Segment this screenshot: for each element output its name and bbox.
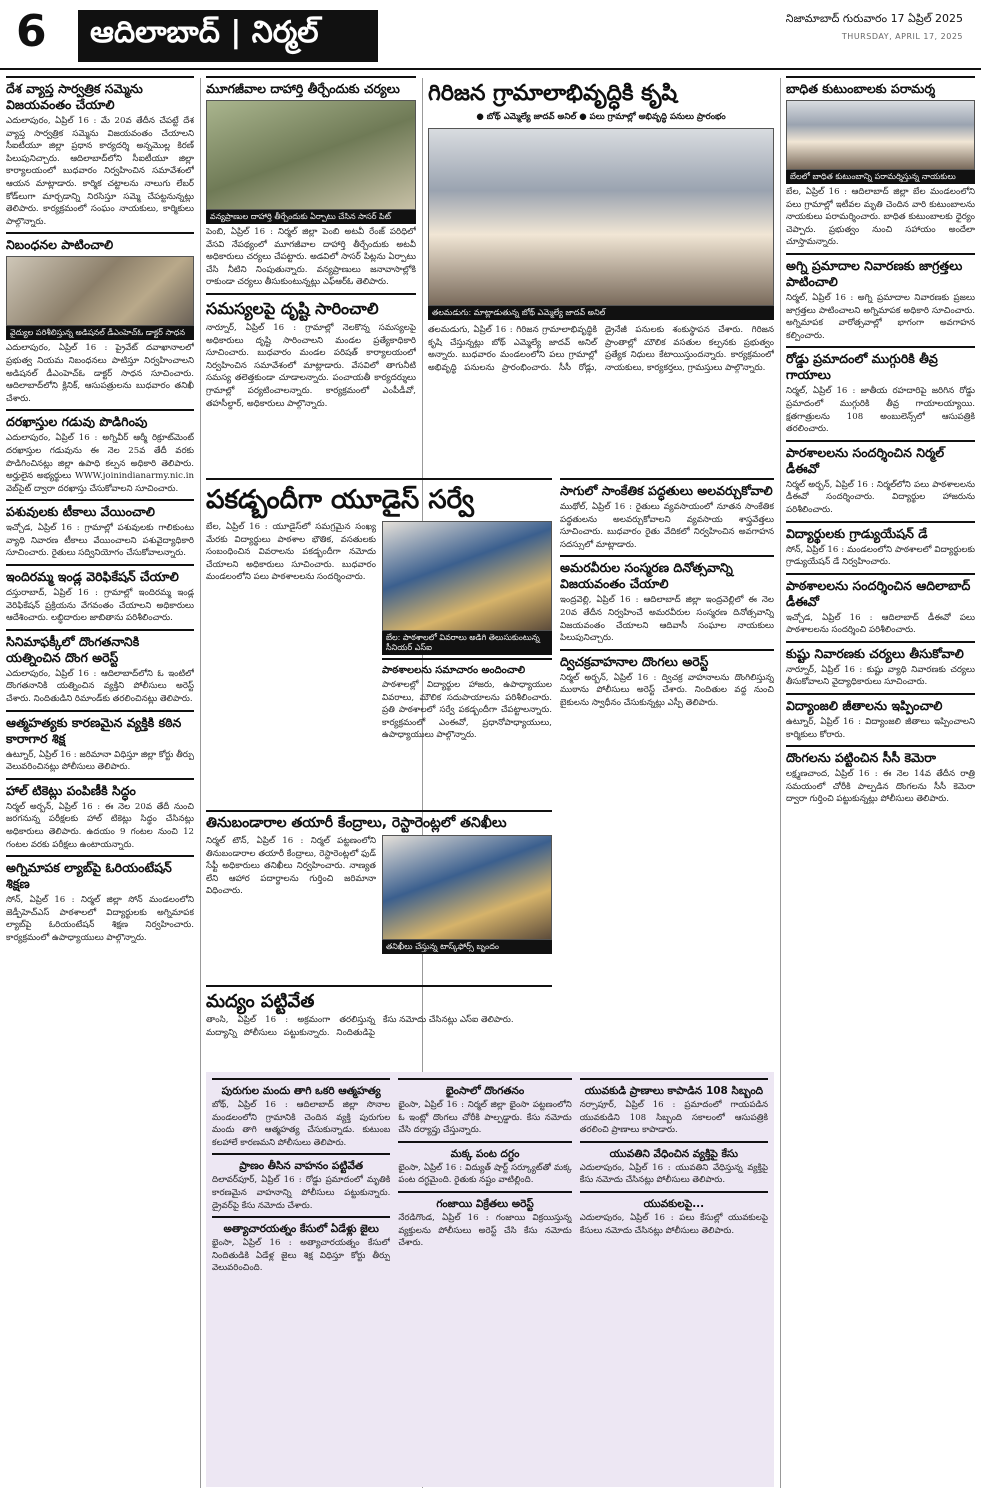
mid-story-1 xyxy=(560,555,774,644)
col4-headline-2: రోడ్డు ప్రమాదంలో ముగ్గురికి తీవ్ర గాయాలు xyxy=(786,346,975,383)
box-body-1: దిలావర్‌పూర్, ఏప్రిల్ 16 : రోడ్డు ప్రమాదంలో మృతికి కారణమైన వాహనాన్ని పోలీసులు పట్టుకున్నారు. డ్రైవర్‌పై కేసు నమోదు చేశారు. xyxy=(212,1175,391,1211)
lead-subhead: ● బోథ్ ఎమ్మెల్యే జాదవ్ అనిల్ ● పలు గ్రామాల్లో అభివృద్ధి పనులు ప్రారంభం xyxy=(476,112,726,122)
col1-story-3 xyxy=(6,499,194,560)
col1-caption-1: వైద్యుల పరిశీలిస్తున్న అడిషనల్ డీఎంహెచ్‌ఓ డాక్టర్ సాధన xyxy=(6,326,194,340)
col1-body-8: సోన్, ఏప్రిల్ 16 : నిర్మల్ జిల్లా సోన్ మండలంలోని జెడ్పీహెచ్ఎస్ పాఠశాలలో విద్యార్థులకు అగ్నిమాపక ల్యాబ్‌పై ఓరియంటేషన్ శిక్షణ నిర్వహించారు. కార్యక్రమంలో ఉపాధ్యాయులు పాల్గొన్నారు. xyxy=(6,895,194,943)
col4-body-3: నిర్మల్ అర్బన్, ఏప్రిల్ 16 : నిర్మల్‌లోని పలు పాఠశాలలను డీఈవో సందర్శించారు. విద్యార్థుల హాజరును పరిశీలించారు. xyxy=(786,479,975,515)
col4-body-1: నిర్మల్, ఏప్రిల్ 16 : అగ్ని ప్రమాదాల నివారణకు ప్రజలు జాగ్రత్తలు పాటించాలని అగ్నిమాపక అధికారి సూచించారు. అగ్నిమాపక వారోత్సవాల్లో భాగంగా అవగాహన కల్పించారు. xyxy=(786,292,975,341)
section-title: ఆదిలాబాద్ | నిర్మల్ xyxy=(78,10,378,62)
col4-story-3 xyxy=(786,440,975,517)
col4-headline-8: దొంగలను పట్టించిన సీసీ కెమెరా xyxy=(786,745,975,766)
col4-headline-6: కుష్టు నివారణకు చర్యలు తీసుకోవాలి xyxy=(786,641,975,662)
udise-photo-caption: బేల: పాఠశాలలో వివరాలు అడిగి తెలుసుకుంటున్న సీనియర్ ఎస్‌ఐ xyxy=(382,631,552,655)
udise-story xyxy=(206,478,552,808)
col1-body-3: ఇచ్చోడ, ఏప్రిల్ 16 : గ్రామాల్లో పశువులకు గాలికుంటు వ్యాధి నివారణ టీకాలు వేయించాలని పశువైద్యాధికారి సూచించారు. రైతులు సద్వినియోగం చేసుకోవాలన్నారు. xyxy=(6,523,194,559)
col2-photo-0 xyxy=(206,100,416,210)
food-safety-story xyxy=(206,810,552,980)
udise-headline: పకడ్బందీగా యూడైస్ సర్వే xyxy=(206,478,552,517)
food-safety-caption: తనిఖీలు చేస్తున్న టాస్క్‌ఫోర్స్ బృందం xyxy=(382,940,552,954)
col1-story-5 xyxy=(6,629,194,706)
col1-headline-3: పశువులకు టీకాలు వేయించాలి xyxy=(6,499,194,520)
box-headline-3: భైంసాలో దొంగతనం xyxy=(398,1078,571,1099)
lead-photo xyxy=(428,128,774,306)
col1-headline-2: దరఖాస్తుల గడువు పొడిగింపు xyxy=(6,409,194,430)
udise-body-2: పాఠశాలల్లో విద్యార్థుల హాజరు, ఉపాధ్యాయుల వివరాలు, మౌలిక సదుపాయాలను పరిశీలించారు. ప్రతి పాఠశాలలో సర్వే పకడ్బందీగా చేపట్టాలన్నారు. కార్యక్రమంలో ఎంఈవో, ప్రధానోపాధ్యాయులు, ఉపాధ్యాయులు పాల్గొన్నారు. xyxy=(382,680,552,741)
col2-caption-0: వన్యప్రాణుల దాహార్తి తీర్చేందుకు ఏర్పాటు చేసిన సాసర్ పిట్ xyxy=(206,210,416,224)
box-body-6: నర్సాపూర్, ఏప్రిల్ 16 : ప్రమాదంలో గాయపడిన యువకుడిని 108 సిబ్బంది సకాలంలో ఆసుపత్రికి తరలించి ప్రాణాలు కాపాడారు. xyxy=(579,1100,768,1136)
liquor-story xyxy=(206,985,552,1070)
col1-body-7: నిర్మల్ అర్బన్, ఏప్రిల్ 16 : ఈ నెల 20వ తేదీ నుంచి జరగనున్న పరీక్షలకు హాల్ టికెట్లు సిద్ధం చేసినట్లు అధికారులు తెలిపారు. ఉదయం 9 గంటల నుంచి 12 గంటల వరకు పరీక్షలు ఉంటాయన్నారు. xyxy=(6,801,194,850)
col4-headline-0: బాధిత కుటుంబాలకు పరామర్శ xyxy=(786,76,975,97)
col4-body-5: ఇచ్చోడ, ఏప్రిల్ 16 : ఆదిలాబాద్ డీఈవో పలు పాఠశాలలను సందర్శించి పరిశీలించారు. xyxy=(786,612,975,636)
box-story-8 xyxy=(580,1191,768,1237)
liquor-headline: మద్యం పట్టివేత xyxy=(206,985,552,1014)
col4-headline-4: విద్యార్థులకు గ్రాడ్యుయేషన్ డే xyxy=(786,521,975,542)
crime-news-box xyxy=(206,1072,774,1487)
col4-body-6: నార్నూర్, ఏప్రిల్ 16 : కుష్టు వ్యాధి నివారణకు చర్యలు తీసుకోవాలని వైద్యాధికారులు సూచించారు. xyxy=(786,664,975,688)
col1-story-6 xyxy=(6,710,194,774)
mid-story-0 xyxy=(560,478,774,551)
col4-photo-0 xyxy=(786,100,975,170)
col4-story-8 xyxy=(786,745,975,806)
col2-body-1: నార్నూర్, ఏప్రిల్ 16 : గ్రామాల్లో నెలకొన్న సమస్యలపై అధికారులు దృష్టి సారించాలని మండల ప్రత్యేకాధికారి సూచించారు. బుధవారం మండల పరిషత్ కార్యాలయంలో నిర్వహించిన సమావేశంలో మాట్లాడారు. వేసవిలో తాగునీటి సమస్య తలెత్తకుండా చూడాలన్నారు. పంచాయతీ కార్యదర్శులు గ్రామాల్లో పర్యటించాలన్నారు. కార్యక్రమంలో ఎంపీడీవో, తహసీల్దార్, అధికారులు పాల్గొన్నారు. xyxy=(206,322,416,409)
box-story-7 xyxy=(580,1141,768,1187)
col2-story-0 xyxy=(206,76,416,289)
col4-body-2: నిర్మల్, ఏప్రిల్ 16 : జాతీయ రహదారిపై జరిగిన రోడ్డు ప్రమాదంలో ముగ్గురికి తీవ్ర గాయాలయ్యాయి. క్షతగాత్రులను 108 అంబులెన్స్‌లో ఆసుపత్రికి తరలించారు. xyxy=(786,386,975,435)
box-headline-5: గంజాయి విక్రేతలు అరెస్ట్ xyxy=(398,1191,571,1212)
mid-body-1: ఇంద్రవెల్లి, ఏప్రిల్ 16 : ఆదిలాబాద్ జిల్లా ఇంద్రవెల్లిలో ఈ నెల 20వ తేదీన నిర్వహించే అమరవీరుల సంస్మరణ దినోత్సవాన్ని విజయవంతం చేయాలని ఆదివాసీ సంఘాల నాయకులు పిలుపునిచ్చారు. xyxy=(560,595,774,644)
box-story-4 xyxy=(398,1141,571,1187)
col1-body-5: ఎదులాపురం, ఏప్రిల్ 16 : ఆదిలాబాద్‌లోని ఓ ఇంటిలో దొంగతనానికి యత్నించిన వ్యక్తిని పోలీసులు అరెస్ట్ చేశారు. నిందితుడిని రిమాండ్‌కు తరలించినట్లు తెలిపారు. xyxy=(6,668,194,705)
col1-body-4: దస్తురాబాద్, ఏప్రిల్ 16 : గ్రామాల్లో ఇందిరమ్మ ఇండ్ల వెరిఫికేషన్ ప్రక్రియను వేగవంతం చేయాలని అధికారులు ఆదేశించారు. లబ్ధిదారుల జాబితాను పరిశీలించారు. xyxy=(6,588,194,624)
food-safety-headline: తినుబండారాల తయారీ కేంద్రాలు, రెస్టారెంట్లలో తనిఖీలు xyxy=(206,810,552,831)
food-safety-body: నిర్మల్ టౌన్, ఏప్రిల్ 16 : నిర్మల్ పట్టణంలోని తినుబండారాల తయారీ కేంద్రాలు, రెస్టారెంట్లలో ఫుడ్ సేఫ్టీ అధికారులు తనిఖీలు నిర్వహించారు. నాణ్యత లేని ఆహార పదార్థాలను గుర్తించి జరిమానా విధించారు. xyxy=(206,836,376,897)
col4-body-0: బేల, ఏప్రిల్ 16 : ఆదిలాబాద్ జిల్లా బేల మండలంలోని పలు గ్రామాల్లో ఇటీవల మృతి చెందిన వారి కుటుంబాలను నాయకులు పరామర్శించారు. బాధిత కుటుంబాలకు ధైర్యం చెప్పారు. ప్రభుత్వం నుంచి సహాయం అందేలా చూస్తామన్నారు. xyxy=(786,187,975,248)
box-headline-7: యువతిని వేధించిన వ్యక్తిపై కేసు xyxy=(580,1141,768,1162)
lead-photo-caption: తలమడుగు: మాట్లాడుతున్న బోథ్ ఎమ్మెల్యే జాదవ్ అనిల్ xyxy=(428,306,774,320)
box-story-5 xyxy=(398,1191,571,1250)
col2-body-0: పెంబి, ఏప్రిల్ 16 : నిర్మల్ జిల్లా పెంబి అటవీ రేంజ్ పరిధిలో వేసవి నేపథ్యంలో మూగజీవాల దాహార్తి తీర్చేందుకు అటవీ అధికారులు చర్యలు చేపట్టారు. అడవిలో సాసర్ పిట్లను ఏర్పాటు చేసి నీటిని నింపుతున్నారు. వన్యప్రాణులు జనావాసాల్లోకి రాకుండా చర్యలు తీసుకుంటున్నట్లు ఎఫ్ఆర్‌ఓ తెలిపారు. xyxy=(206,227,416,288)
col1-story-2 xyxy=(6,409,194,495)
box-body-2: భైంసా, ఏప్రిల్ 16 : అత్యాచారయత్నం కేసులో నిందితుడికి ఏడేళ్ల జైలు శిక్ష విధిస్తూ కోర్టు తీర్పు వెలువరించింది. xyxy=(212,1238,391,1274)
col1-headline-6: ఆత్మహత్యకు కారణమైన వ్యక్తికి కఠిన కారాగార శిక్ష xyxy=(6,710,194,747)
box-headline-8: యువకులపై... xyxy=(580,1191,768,1212)
col2-headline-1: సమస్యలపై దృష్టి సారించాలి xyxy=(206,293,416,320)
col4-story-5 xyxy=(786,573,975,637)
col2-headline-0: మూగజీవాల దాహార్తి తీర్చేందుకు చర్యలు xyxy=(206,76,416,97)
col1-body-6: ఉట్నూర్, ఏప్రిల్ 16 : జరిమానా విధిస్తూ జిల్లా కోర్టు తీర్పు వెలువరించినట్లు పోలీసులు తెలిపారు. xyxy=(6,749,194,773)
mid-body-2: నిర్మల్ అర్బన్, ఏప్రిల్ 16 : ద్విచక్ర వాహనాలను దొంగిలిస్తున్న ముఠాను పోలీసులు అరెస్ట్ చేశారు. నిందితుల వద్ద నుంచి బైకులను స్వాధీనం చేసుకున్నట్లు ఎస్పీ తెలిపారు. xyxy=(560,672,774,708)
mid-headline-2: ద్విచక్రవాహనాల దొంగలు అరెస్ట్ xyxy=(560,649,774,670)
column-right xyxy=(786,76,975,1490)
column-mid-right xyxy=(560,478,774,1098)
col4-headline-7: విద్యాంజలి జీతాలను ఇప్పించాలి xyxy=(786,693,975,714)
col4-story-2 xyxy=(786,346,975,435)
masthead xyxy=(0,0,981,70)
col1-body-2: ఎదులాపురం, ఏప్రిల్ 16 : అగ్నివీర్ ఆర్మీ రిక్రూట్‌మెంట్ దరఖాస్తుల గడువును ఈ నెల 25వ తేదీ వరకు పొడిగించినట్లు జిల్లా ఉపాధి కల్పన అధికారి తెలిపారు. అర్హులైన అభ్యర్థులు WWW.joinindianarmy.nic.in వెబ్‌సైట్ ద్వారా దరఖాస్తు చేసుకోవాలని సూచించారు. xyxy=(6,433,194,494)
col4-story-0 xyxy=(786,76,975,249)
box-headline-4: మక్క పంట దగ్ధం xyxy=(398,1141,571,1162)
box-body-5: నేరడిగొండ, ఏప్రిల్ 16 : గంజాయి విక్రయిస్తున్న వ్యక్తులను పోలీసులు అరెస్ట్ చేసి కేసు నమోదు చేశారు. xyxy=(398,1212,572,1249)
col1-headline-5: సినిమాఫక్కీలో దొంగతనానికి యత్నించిన దొంగ అరెస్ట్ xyxy=(6,629,194,666)
col4-headline-3: పారశాలలను సందర్శించిన నిర్మల్ డీఈవో xyxy=(786,440,975,477)
col1-headline-0: దేశ వ్యాప్త సార్వత్రిక సమ్మెను విజయవంతం చేయాలి xyxy=(6,76,194,113)
column-two xyxy=(206,76,416,476)
col1-story-8 xyxy=(6,855,194,944)
col1-body-0: ఎదులాపురం, ఏప్రిల్ 16 : మే 20వ తేదీన చేపట్టే దేశ వ్యాప్త సార్వత్రిక సమ్మెను విజయవంతం చేయాలని సీఐటీయూ జిల్లా ప్రధాన కార్యదర్శి అన్నమొల్ల కిరణ్ పిలుపునిచ్చారు. ఆదిలాబాద్‌లోని సీఐటీయూ జిల్లా కార్యాలయంలో బుధవారం నిర్వహించిన సమావేశంలో ఆయన మాట్లాడారు. కార్మిక చట్టాలను నాలుగు లేబర్ కోడ్‌లుగా మార్చడాన్ని నిరసిస్తూ సమ్మె చేపట్టనున్నట్లు తెలిపారు. కార్యక్రమంలో సంఘం నాయకులు, కార్మికులు పాల్గొన్నారు. xyxy=(6,116,194,227)
box-headline-2: అత్యాచారయత్నం కేసులో ఏడేళ్లు జైలు xyxy=(212,1216,390,1237)
col1-story-1 xyxy=(6,232,194,405)
box-headline-1: ప్రాణం తీసిన వాహనం పట్టివేత xyxy=(212,1153,390,1174)
box-story-3 xyxy=(398,1078,571,1137)
mid-headline-0: సాగులో సాంకేతిక పద్ధతులు అలవర్చుకోవాలి xyxy=(560,478,774,499)
box-story-0 xyxy=(212,1078,390,1149)
udise-photo xyxy=(382,521,552,631)
date-english: THURSDAY, APRIL 17, 2025 xyxy=(841,32,963,41)
col4-headline-1: అగ్ని ప్రమాదాల నివారణకు జాగ్రత్తలు పాటించాలి xyxy=(786,253,975,290)
col1-story-0 xyxy=(6,76,194,228)
col1-story-7 xyxy=(6,778,194,851)
box-headline-0: పురుగుల మందు తాగి ఒకరి ఆత్మహత్య xyxy=(212,1078,390,1099)
col4-story-4 xyxy=(786,521,975,569)
col4-story-7 xyxy=(786,693,975,741)
col1-headline-4: ఇందిరమ్మ ఇండ్ల వెరిఫికేషన్ చేయాలి xyxy=(6,564,194,585)
col4-body-7: ఉట్నూర్, ఏప్రిల్ 16 : విద్యాంజలి జీతాలు ఇప్పించాలని కార్మికులు కోరారు. xyxy=(786,717,975,740)
col1-photo-1 xyxy=(6,256,194,326)
udise-subhead: పాఠశాలలను సమాచారం అందించాలి xyxy=(382,658,552,679)
box-body-4: భైంసా, ఏప్రిల్ 16 : విద్యుత్ షార్ట్ సర్క్యూట్‌తో మక్క పంట దగ్ధమైంది. రైతుకు నష్టం వాటిల్లింది. xyxy=(398,1162,572,1186)
col4-body-4: సోన్, ఏప్రిల్ 16 : మండలంలోని పాఠశాలలో విద్యార్థులకు గ్రాడ్యుయేషన్ డే నిర్వహించారు. xyxy=(786,544,975,568)
box-headline-6: యువకుడి ప్రాణాలు కాపాడిన 108 సిబ్బంది xyxy=(580,1078,768,1099)
col2-story-1 xyxy=(206,293,416,410)
mid-story-2 xyxy=(560,649,774,710)
col1-headline-1: నిబంధనల పాటించాలి xyxy=(6,232,194,253)
page-number: 6 xyxy=(16,6,47,57)
column-left xyxy=(6,76,194,1490)
box-story-1 xyxy=(212,1153,390,1212)
date-telugu: నిజామాబాద్ గురువారం 17 ఏప్రిల్ 2025 xyxy=(785,12,963,25)
box-body-7: ఎదులాపురం, ఏప్రిల్ 16 : యువతిని వేధిస్తున్న వ్యక్తిపై కేసు నమోదు చేసినట్లు పోలీసులు తెలిపారు. xyxy=(579,1162,768,1186)
food-safety-photo xyxy=(382,835,552,940)
col4-story-1 xyxy=(786,253,975,342)
col1-headline-7: హాల్ టికెట్లు పంపిణీకి సిద్ధం xyxy=(6,778,194,799)
col1-headline-8: అగ్నిమాపక ల్యాబ్‌పై ఓరియంటేషన్ శిక్షణ xyxy=(6,855,194,892)
dateline xyxy=(786,12,963,41)
box-story-6 xyxy=(580,1078,768,1137)
col1-body-1: ఎదులాపురం, ఏప్రిల్ 16 : ప్రైవేట్ దవాఖానాలలో ప్రభుత్వ నియమ నిబంధనలు పాటిస్తూ నిర్వహించాలని అడిషనల్ డీఎంహెచ్‌ఓ డాక్టర్ సాధన సూచించారు. ఆదిలాబాద్‌లోని క్లినిక్, ఆసుపత్రులను బుధవారం తనిఖీ చేశారు. xyxy=(6,343,194,404)
box-body-3: భైంసా, ఏప్రిల్ 16 : నిర్మల్ జిల్లా భైంసా పట్టణంలోని ఓ ఇంట్లో దొంగలు చోరీకి పాల్పడ్డారు. కేసు నమోదు చేసి దర్యాప్తు చేస్తున్నారు. xyxy=(398,1100,572,1136)
box-body-8: ఎదులాపురం, ఏప్రిల్ 16 : పలు కేసుల్లో యువకులపై కేసులు నమోదు చేసినట్లు పోలీసులు తెలిపారు. xyxy=(579,1212,768,1236)
lead-headline: గిరిజన గ్రామాలాభివృద్ధికి కృషి xyxy=(428,81,678,106)
column-lead-story xyxy=(428,76,774,476)
mid-body-0: ముథోల్, ఏప్రిల్ 16 : రైతులు వ్యవసాయంలో నూతన సాంకేతిక పద్ధతులను అలవర్చుకోవాలని వ్యవసాయ శాస్త్రవేత్తలు సూచించారు. బుధవారం రైతు వేదికలో నిర్వహించిన అవగాహన సదస్సులో మాట్లాడారు. xyxy=(560,502,774,550)
col1-story-4 xyxy=(6,564,194,625)
mid-headline-1: అమరవీరుల సంస్మరణ దినోత్సవాన్ని విజయవంతం చేయాలి xyxy=(560,555,774,592)
box-body-0: బోథ్, ఏప్రిల్ 16 : ఆదిలాబాద్ జిల్లా సొనాల మండలంలోని గ్రామానికి చెందిన వ్యక్తి పురుగుల మందు తాగి ఆత్మహత్య చేసుకున్నాడు. కుటుంబ కలహాలే కారణమని పోలీసులు తెలిపారు. xyxy=(212,1100,391,1148)
liquor-body: తాంసి, ఏప్రిల్ 16 : అక్రమంగా తరలిస్తున్న మద్యాన్ని పోలీసులు పట్టుకున్నారు. నిందితుడిపై కేసు నమోదు చేసినట్లు ఎస్‌ఐ తెలిపారు. xyxy=(206,1015,514,1038)
col4-story-6 xyxy=(786,641,975,689)
lead-body: తలమడుగు, ఏప్రిల్ 16 : గిరిజన గ్రామాలాభివృద్ధికి కృషి చేస్తున్నట్లు బోథ్ ఎమ్మెల్యే జాదవ్ అనిల్ అన్నారు. బుధవారం మండలంలోని పలు గ్రామాల్లో అభివృద్ధి పనులను ప్రారంభించారు. సీసీ రోడ్లు, డ్రైనేజీ పనులకు శంకుస్థాపన చేశారు. గిరిజన ప్రాంతాల్లో మౌలిక వసతుల కల్పనకు ప్రభుత్వం ప్రత్యేక నిధులు కేటాయిస్తుందన్నారు. కార్యక్రమంలో నాయకులు, కార్యకర్తలు, గ్రామస్తులు పాల్గొన్నారు. xyxy=(428,325,774,373)
col4-headline-5: పాఠశాలలను సందర్శించిన ఆదిలాబాద్ డీఈవో xyxy=(786,573,975,610)
col4-caption-0: బేలలో బాధిత కుటుంబాన్ని పరామర్శిస్తున్న నాయకులు xyxy=(786,170,975,184)
col4-body-8: లక్ష్మణచాంద, ఏప్రిల్ 16 : ఈ నెల 14వ తేదీన రాత్రి సమయంలో చోరీకి పాల్పడిన దొంగలను సీసీ కెమెరా ద్వారా గుర్తించి పట్టుకున్నట్లు పోలీసులు తెలిపారు. xyxy=(786,769,975,805)
udise-body-1: బేల, ఏప్రిల్ 16 : యూడైస్‌లో సమగ్రమైన సంఖ్య మేరకు విద్యార్థులు పాఠశాల భౌతిక, వసతులకు సంబంధించిన వివరాలను పకడ్బందీగా నమోదు చేయాలని అధికారులు సూచించారు. బుధవారం మండలంలోని పలు పాఠశాలలను సందర్శించారు. xyxy=(206,522,376,583)
box-story-2 xyxy=(212,1216,390,1275)
